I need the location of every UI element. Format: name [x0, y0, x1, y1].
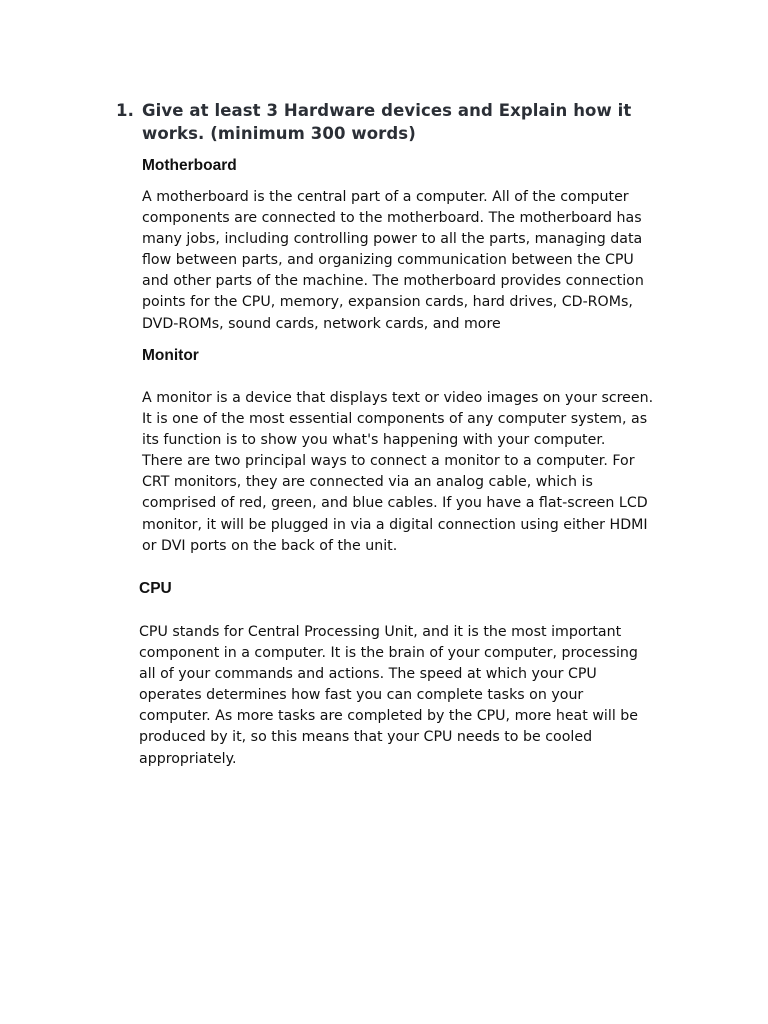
question-number: 1.: [116, 101, 134, 120]
paragraph-line: computer. As more tasks are completed by the CPU, more heat will be: [139, 708, 638, 725]
paragraph-line: or DVI ports on the back of the unit.: [142, 537, 398, 554]
question-line-2: works. (minimum 300 words): [142, 124, 416, 143]
paragraph-line: produced by it, so this means that your CPU needs to be cooled: [139, 729, 593, 746]
paragraph-line: components are connected to the motherboard. The motherboard has: [142, 210, 642, 227]
paragraph-line: and other parts of the machine. The motherboard provides connection: [142, 273, 644, 290]
paragraph-line: flow between parts, and organizing communication between the CPU: [142, 252, 634, 269]
paragraph-line: comprised of red, green, and blue cables. If you have a flat-screen LCD: [142, 495, 648, 512]
question-text: [142, 99, 672, 145]
paragraph-line: It is one of the most essential components of any computer system, as: [142, 411, 648, 428]
paragraph-line: its function is to show you what's happening with your computer.: [142, 432, 606, 449]
monitor-paragraph: [142, 388, 653, 557]
motherboard-paragraph: [142, 187, 644, 335]
paragraph-line: monitor, it will be plugged in via a digital connection using either HDMI: [142, 516, 648, 533]
monitor-heading: Monitor: [142, 347, 199, 364]
paragraph-line: CPU stands for Central Processing Unit, and it is the most important: [139, 624, 622, 640]
paragraph-line: operates determines how fast you can complete tasks on your: [139, 687, 584, 704]
cpu-heading: CPU: [139, 580, 172, 597]
paragraph-line: DVD-ROMs, sound cards, network cards, and more: [142, 315, 501, 332]
paragraph-line: points for the CPU, memory, expansion cards, hard drives, CD-ROMs,: [142, 294, 633, 311]
paragraph-line: CRT monitors, they are connected via an analog cable, which is: [142, 474, 593, 491]
paragraph-line: A monitor is a device that displays text or video images on your screen.: [142, 390, 654, 406]
paragraph-line: A motherboard is the central part of a computer. All of the computer: [142, 189, 629, 205]
paragraph-line: all of your commands and actions. The speed at which your CPU: [139, 666, 597, 683]
paragraph-line: many jobs, including controlling power to all the parts, managing data: [142, 231, 643, 248]
paragraph-line: There are two principal ways to connect a monitor to a computer. For: [142, 453, 635, 470]
paragraph-line: component in a computer. It is the brain of your computer, processing: [139, 645, 638, 662]
cpu-paragraph: [139, 622, 638, 770]
question-line-1: Give at least 3 Hardware devices and Explain how it: [142, 101, 632, 120]
paragraph-line: appropriately.: [139, 750, 237, 767]
motherboard-heading: Motherboard: [142, 157, 237, 174]
